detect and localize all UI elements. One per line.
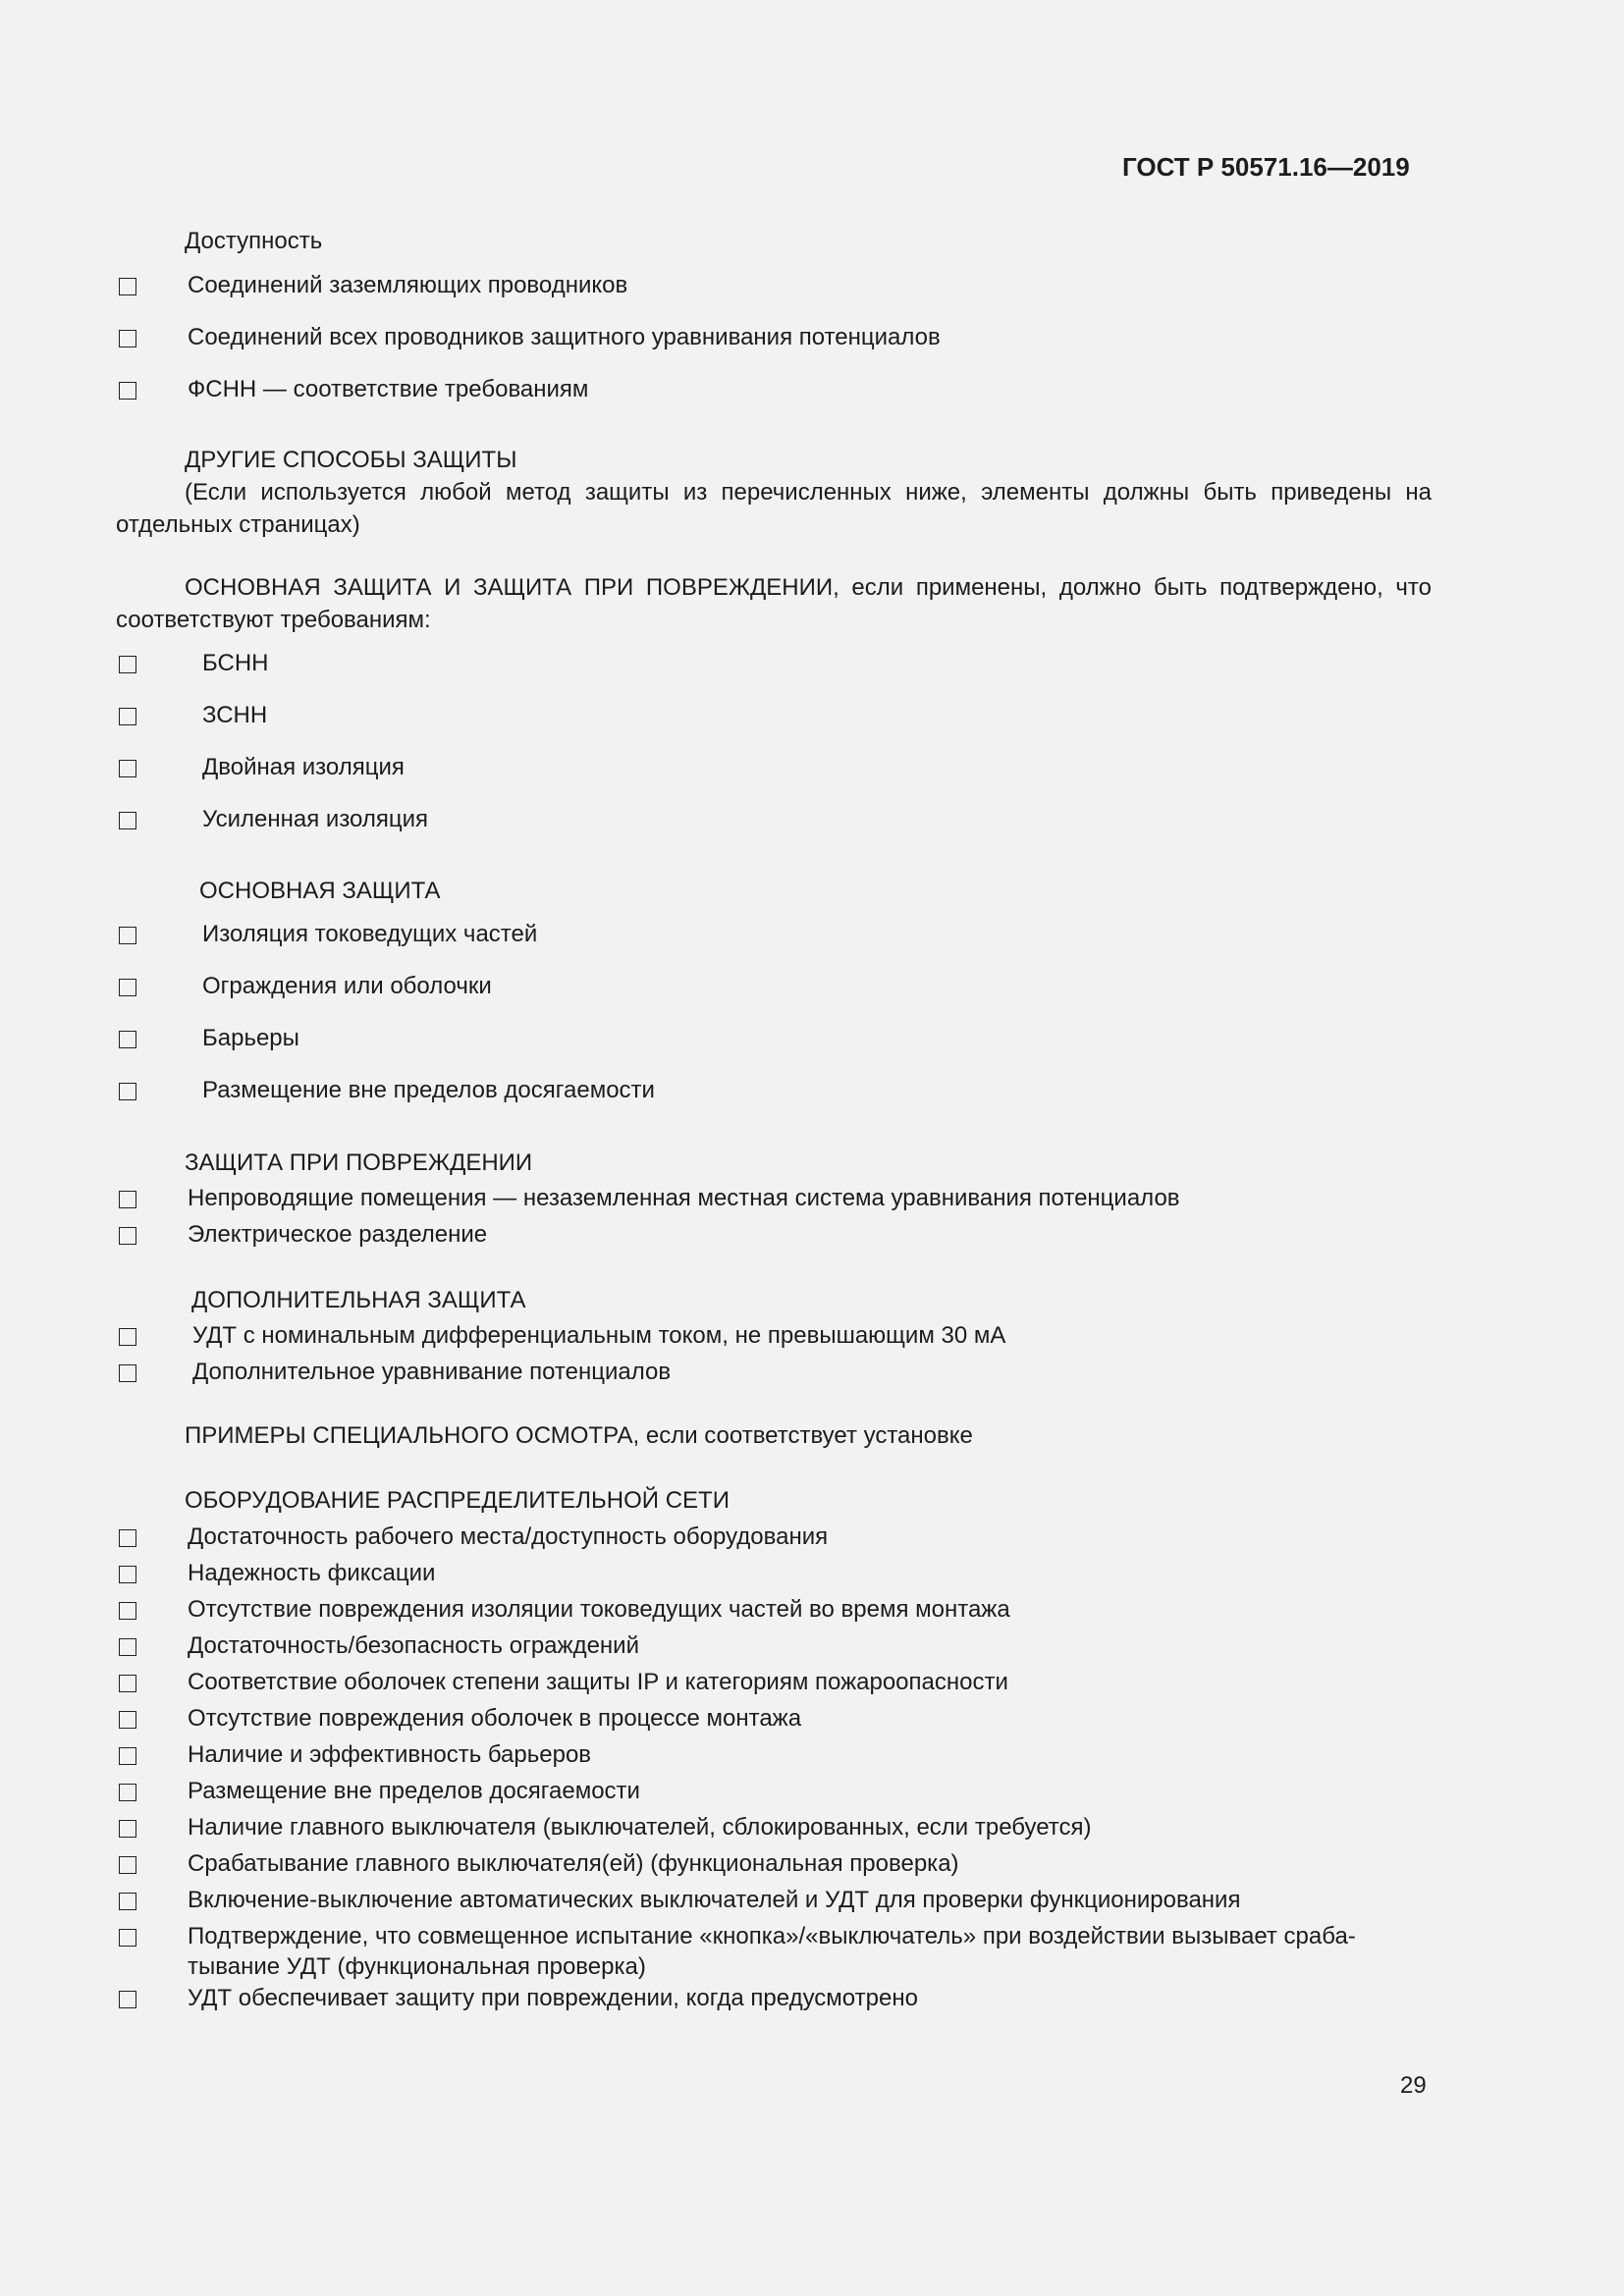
section-heading-fault: ЗАЩИТА ПРИ ПОВРЕЖДЕНИИ <box>185 1149 533 1176</box>
list-item-line1: Подтверждение, что совмещенное испытание «кнопка»/«выключатель» при воздействии вызывает сраба- <box>188 1923 1356 1949</box>
list-item: Соединений всех проводников защитного уравнивания потенциалов <box>188 324 941 350</box>
checkbox[interactable] <box>119 1856 136 1874</box>
checkbox[interactable] <box>119 708 136 725</box>
checkbox[interactable] <box>119 1328 136 1346</box>
list-item: УДТ с номинальным дифференциальным током, не превышающим 30 мА <box>192 1322 1006 1349</box>
checkbox[interactable] <box>119 1711 136 1729</box>
list-item: Достаточность рабочего места/доступность оборудования <box>188 1523 829 1550</box>
intro-paragraph <box>116 571 1432 636</box>
checkbox[interactable] <box>119 927 136 944</box>
checkbox[interactable] <box>119 812 136 829</box>
list-item-line2: тывание УДТ (функциональная проверка) <box>188 1953 646 1980</box>
intro-text: ОСНОВНАЯ ЗАЩИТА И ЗАЩИТА ПРИ ПОВРЕЖДЕНИИ, если применены, должно быть подтверждено, что соответствуют требованиям: <box>116 574 1432 633</box>
list-item: Наличие и эффективность барьеров <box>188 1741 592 1768</box>
list-item: Отсутствие повреждения оболочек в процессе монтажа <box>188 1705 802 1732</box>
checkbox[interactable] <box>119 382 136 400</box>
list-item: Дополнительное уравнивание потенциалов <box>192 1359 672 1385</box>
checkbox[interactable] <box>119 656 136 673</box>
list-item: Включение-выключение автоматических выключателей и УДТ для проверки функционирования <box>188 1887 1241 1913</box>
checkbox[interactable] <box>119 278 136 295</box>
checkbox[interactable] <box>119 1991 136 2008</box>
section-heading-accessibility: Доступность <box>185 228 323 254</box>
list-item: Срабатывание главного выключателя(ей) (функциональная проверка) <box>188 1850 959 1877</box>
list-item: Усиленная изоляция <box>202 806 429 832</box>
checkbox[interactable] <box>119 1083 136 1100</box>
section-heading-basic: ОСНОВНАЯ ЗАЩИТА <box>199 878 441 904</box>
checkbox[interactable] <box>119 1602 136 1620</box>
list-item: Размещение вне пределов досягаемости <box>188 1778 640 1804</box>
list-item: ФСНН — соответствие требованиям <box>188 376 589 402</box>
checkbox[interactable] <box>119 1893 136 1910</box>
section-heading-other-methods: ДРУГИЕ СПОСОБЫ ЗАЩИТЫ <box>185 447 517 473</box>
list-item: Наличие главного выключателя (выключателей, сблокированных, если требуется) <box>188 1814 1092 1841</box>
section-heading-additional: ДОПОЛНИТЕЛЬНАЯ ЗАЩИТА <box>191 1287 526 1313</box>
list-item: Непроводящие помещения — незаземленная местная система уравнивания потенциалов <box>188 1185 1180 1211</box>
list-item: Барьеры <box>202 1025 299 1051</box>
list-item: Электрическое разделение <box>188 1221 488 1248</box>
note-paragraph <box>116 476 1432 541</box>
checkbox[interactable] <box>119 979 136 996</box>
checkbox[interactable] <box>119 1031 136 1048</box>
list-item: УДТ обеспечивает защиту при повреждении, когда предусмотрено <box>188 1985 918 2011</box>
checkbox[interactable] <box>119 1820 136 1838</box>
list-item: Достаточность/безопасность ограждений <box>188 1632 639 1659</box>
page-number: 29 <box>1400 2072 1427 2099</box>
list-item: Отсутствие повреждения изоляции токоведущих частей во время монтажа <box>188 1596 1010 1623</box>
list-item: Соединений заземляющих проводников <box>188 272 628 298</box>
special-examples-heading: ПРИМЕРЫ СПЕЦИАЛЬНОГО ОСМОТРА, если соответствует установке <box>185 1422 973 1449</box>
list-item: Надежность фиксации <box>188 1560 436 1586</box>
list-item: Двойная изоляция <box>202 754 405 780</box>
checkbox[interactable] <box>119 1566 136 1583</box>
checkbox[interactable] <box>119 1638 136 1656</box>
checkbox[interactable] <box>119 1364 136 1382</box>
checkbox[interactable] <box>119 1784 136 1801</box>
checkbox[interactable] <box>119 1675 136 1692</box>
checkbox[interactable] <box>119 1227 136 1245</box>
document-id: ГОСТ Р 50571.16—2019 <box>1122 152 1410 182</box>
checkbox[interactable] <box>119 1191 136 1208</box>
checkbox[interactable] <box>119 1929 136 1947</box>
list-item: Соответствие оболочек степени защиты IP и категориям пожароопасности <box>188 1669 1008 1695</box>
list-item: ЗСНН <box>202 702 268 728</box>
checkbox[interactable] <box>119 1529 136 1547</box>
checkbox[interactable] <box>119 330 136 347</box>
note-text: (Если используется любой метод защиты из перечисленных ниже, элементы должны быть приведены на отдельных страницах) <box>116 479 1432 538</box>
list-item: БСНН <box>202 650 269 676</box>
list-item: Размещение вне пределов досягаемости <box>202 1077 655 1103</box>
checkbox[interactable] <box>119 760 136 777</box>
section-heading-distribution: ОБОРУДОВАНИЕ РАСПРЕДЕЛИТЕЛЬНОЙ СЕТИ <box>185 1487 730 1514</box>
checkbox[interactable] <box>119 1747 136 1765</box>
list-item: Изоляция токоведущих частей <box>202 921 538 947</box>
list-item: Ограждения или оболочки <box>202 973 492 999</box>
